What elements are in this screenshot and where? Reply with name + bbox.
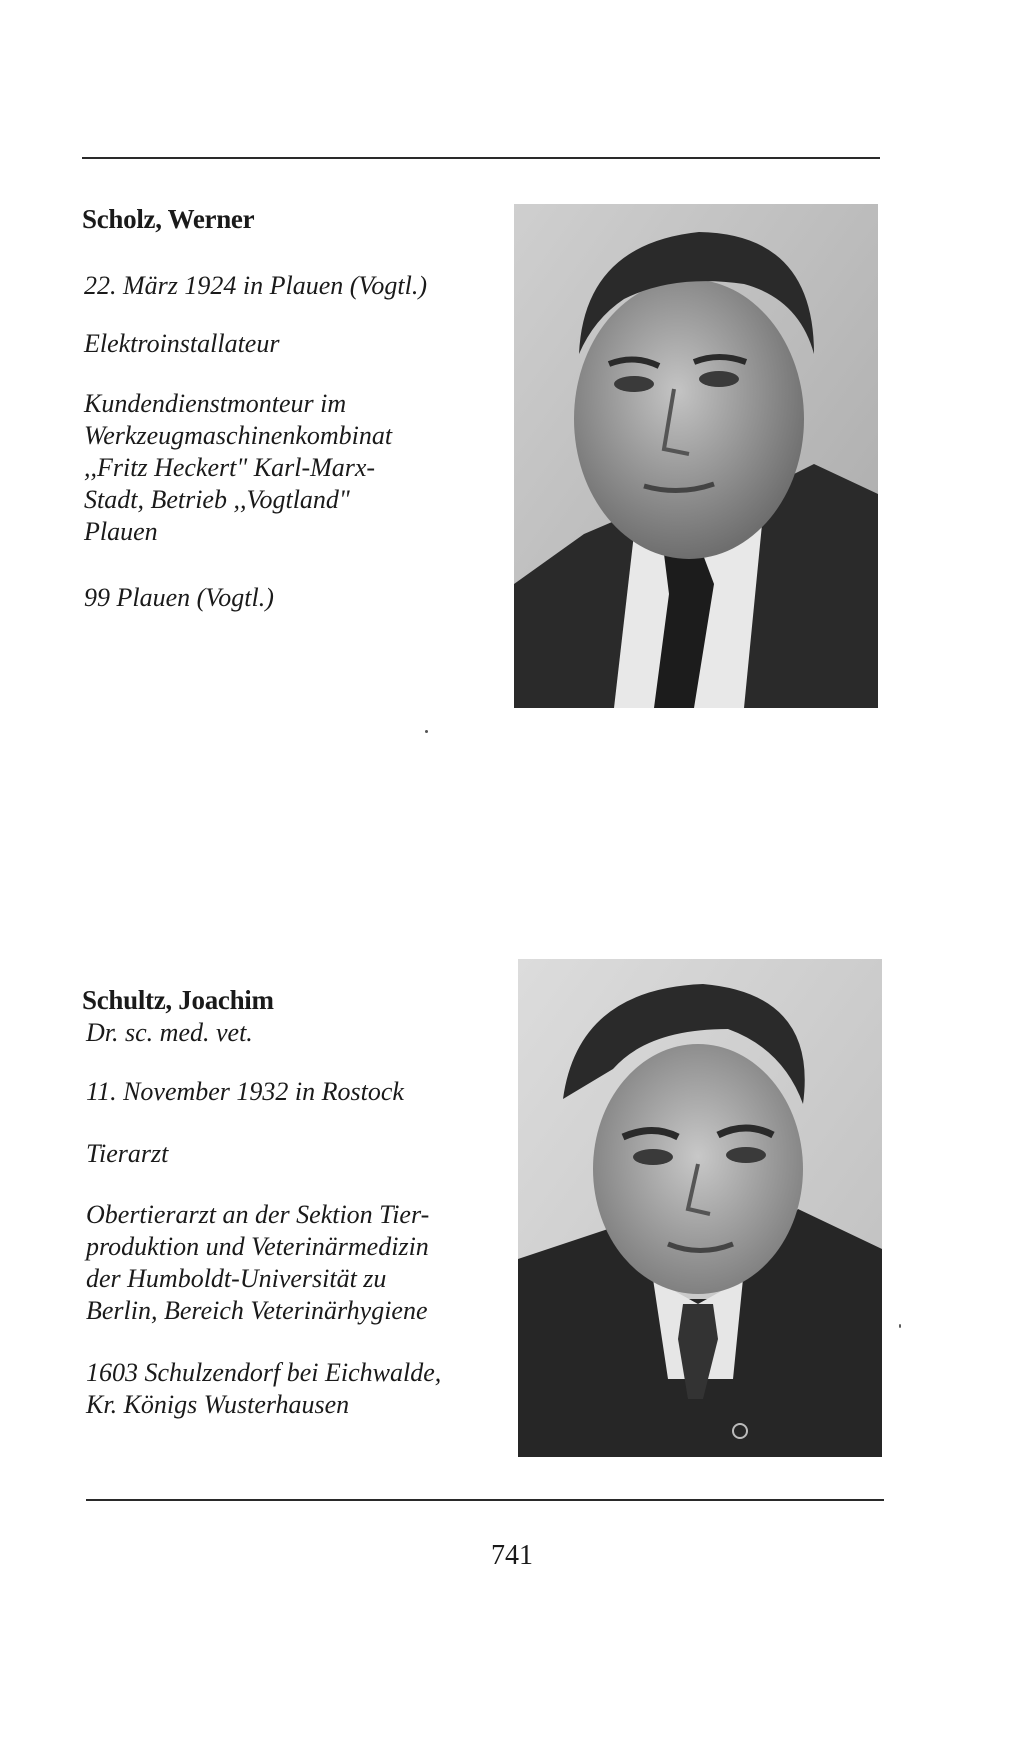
page-number: 741 [491,1540,533,1571]
entry-profession: Tierarzt [86,1139,169,1168]
portrait-photo [518,959,882,1457]
entry-birth: 22. März 1924 in Plauen (Vogtl.) [84,271,428,300]
entry-name: Schultz, Joachim [82,985,274,1015]
entry-position-line: Berlin, Bereich Veterinärhygiene [86,1296,428,1325]
speck-dot [899,1324,901,1328]
bottom-rule [86,1499,884,1501]
entry-birth: 11. November 1932 in Rostock [86,1077,404,1106]
entry-position-line: Kundendienstmonteur im [84,389,347,418]
entry-address: 99 Plauen (Vogtl.) [84,583,274,612]
portrait-photo [514,204,878,708]
entry-position-line: produktion und Veterinärmedizin [86,1232,429,1261]
entry-position-line: Stadt, Betrieb ,,Vogtland" [84,485,350,514]
entry-position-line: Obertierarzt an der Sektion Tier- [86,1200,430,1229]
entry-position-line: ,,Fritz Heckert" Karl-Marx- [84,453,376,482]
entry-address-line: Kr. Königs Wusterhausen [86,1390,350,1419]
speck-dot [425,730,428,733]
entry-title: Dr. sc. med. vet. [86,1018,253,1047]
top-rule [82,157,880,159]
entry-profession: Elektroinstallateur [84,329,280,358]
entry-address-line: 1603 Schulzendorf bei Eichwalde, [86,1358,442,1387]
entry-position-line: der Humboldt-Universität zu [86,1264,387,1293]
entry-position-line: Werkzeugmaschinenkombinat [84,421,393,450]
entry-name: Scholz, Werner [82,204,255,234]
entry-position-line: Plauen [84,517,158,546]
